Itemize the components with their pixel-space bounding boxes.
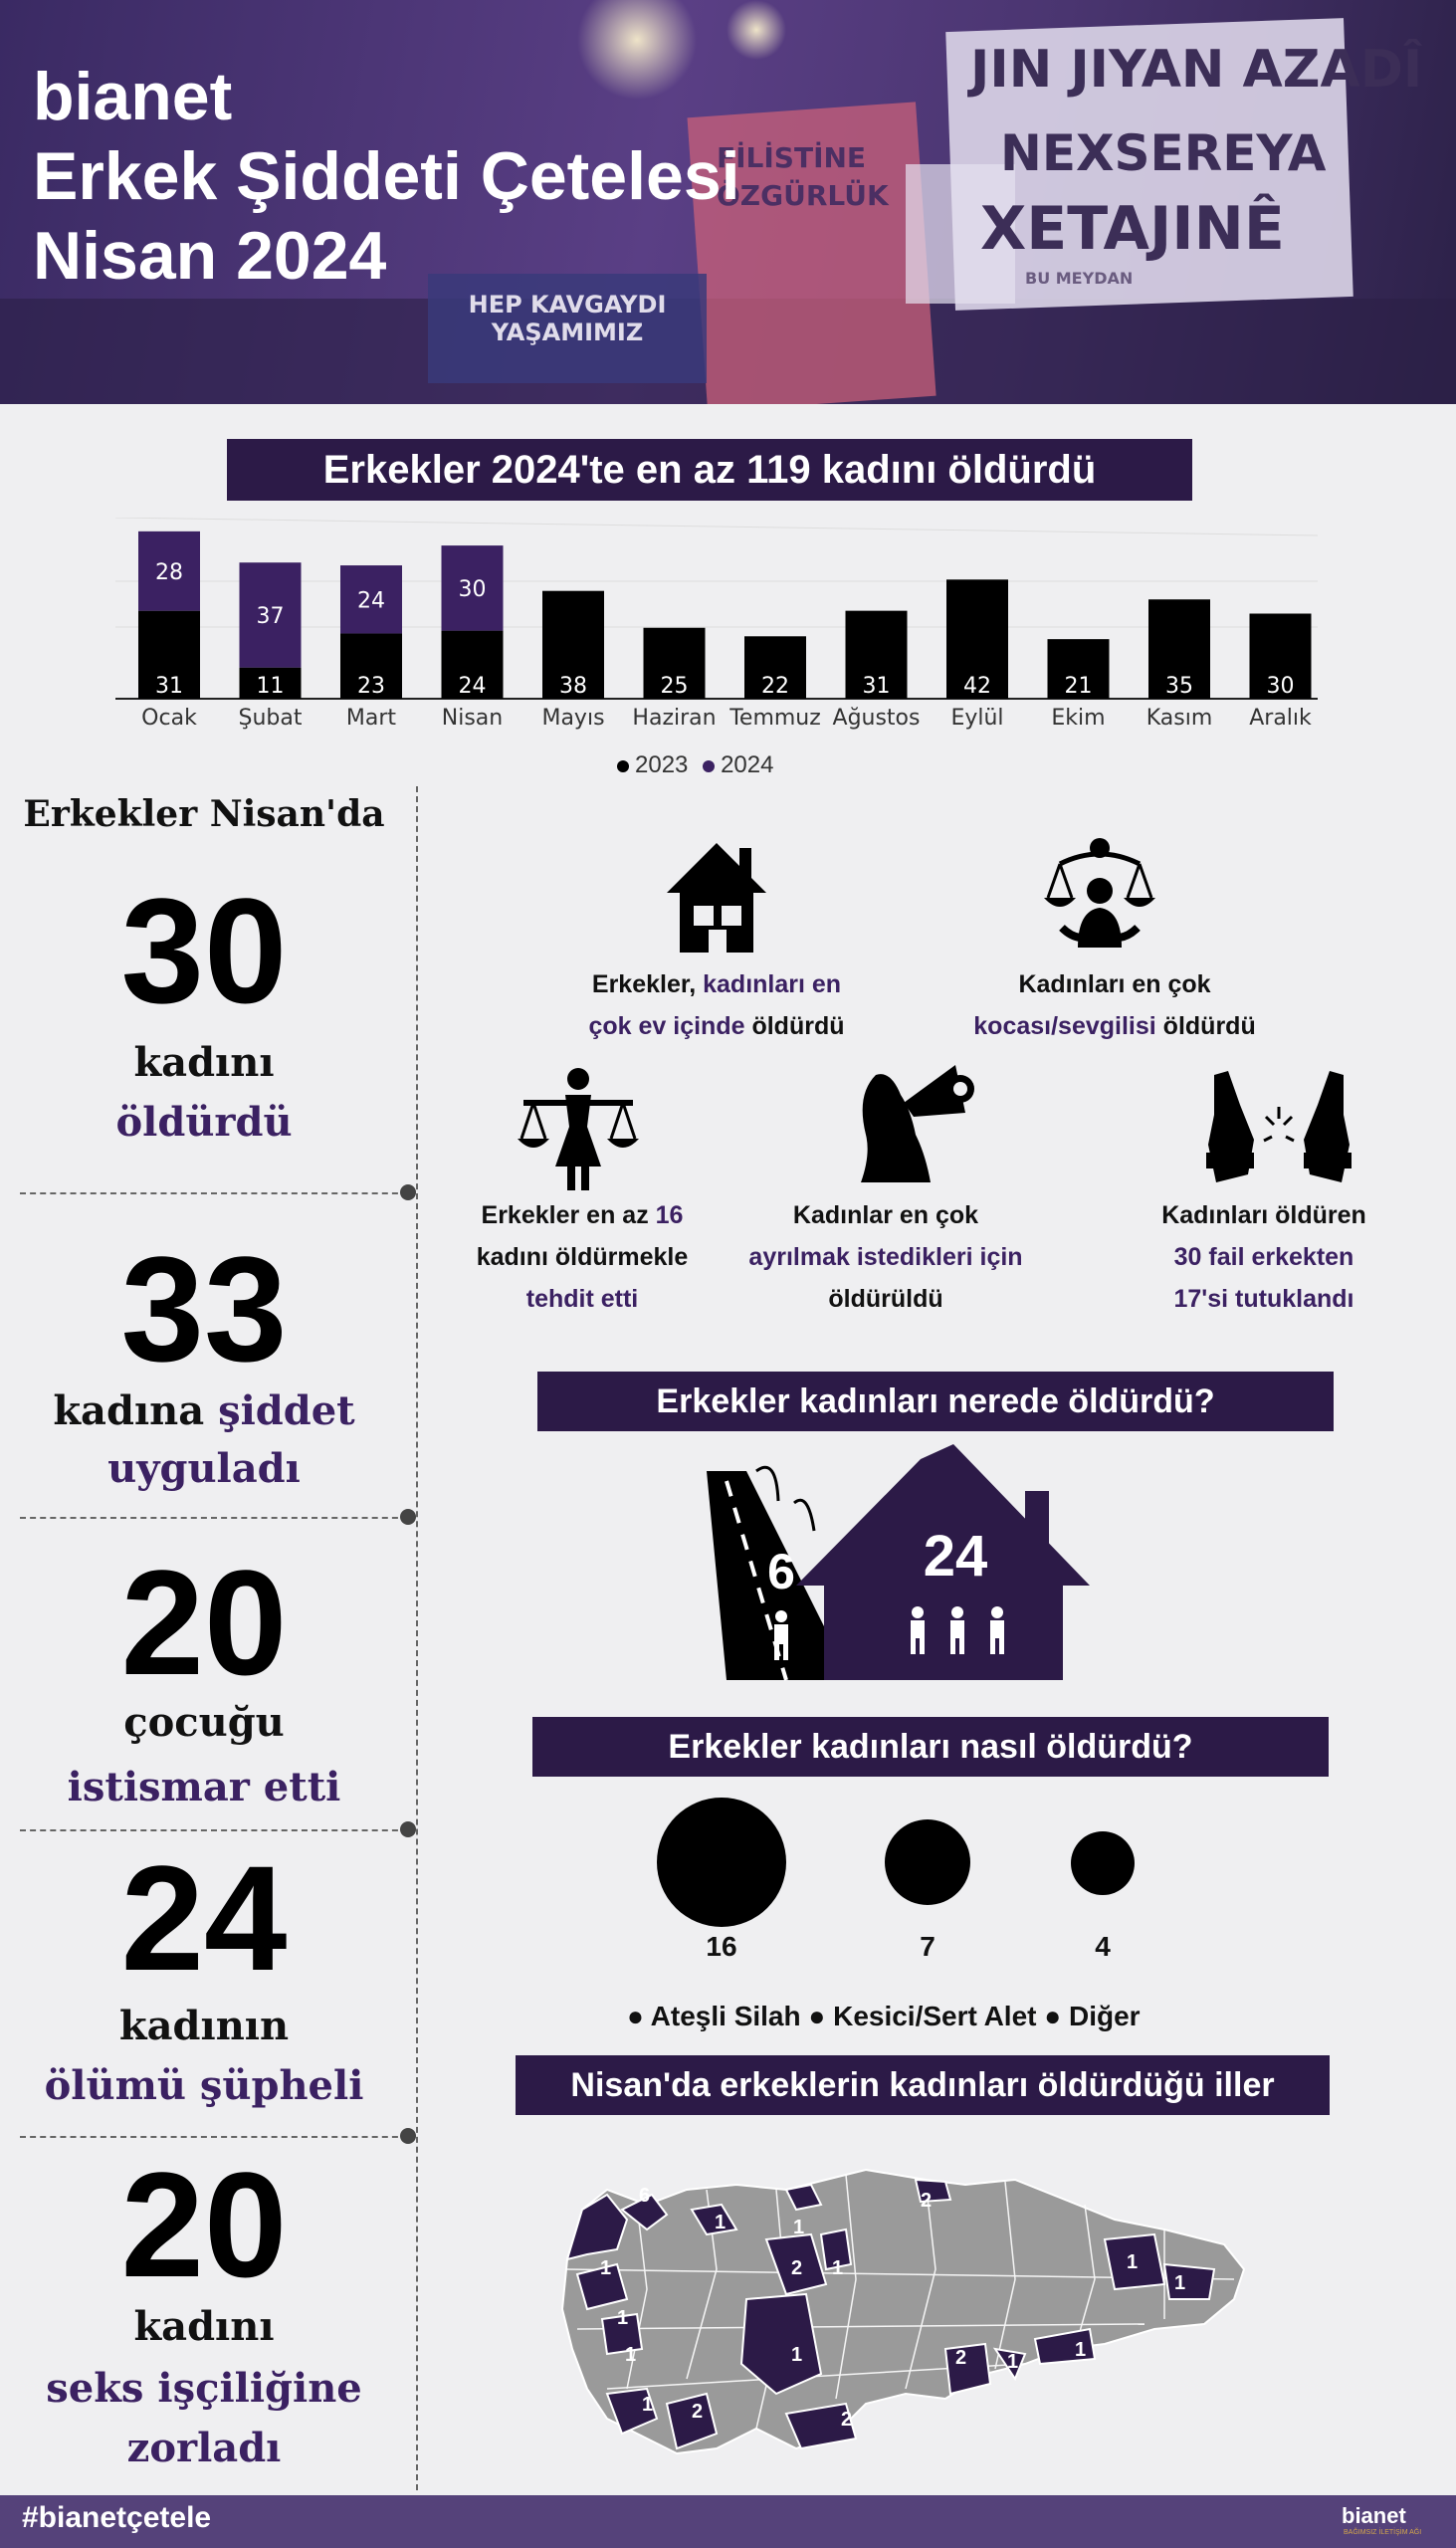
where-title: Erkekler kadınları nerede öldürdü? (537, 1372, 1334, 1431)
house-icon (662, 838, 771, 957)
map-label: 2 (692, 2401, 704, 2423)
woman-scale-icon (516, 1067, 641, 1192)
how-value-other: 4 (1095, 1931, 1111, 1962)
fact-threat-c: kadını öldürmekle (476, 1243, 689, 1271)
month-label-10: Kasım (1145, 706, 1213, 731)
bar-label-2024-2: 24 (357, 588, 385, 614)
megaphone-woman-icon (846, 1055, 975, 1184)
bar-label-2023-4: 38 (559, 674, 587, 699)
fact-leave-a: Kadınlar en çok (792, 1201, 979, 1229)
page-subtitle: Nisan 2024 (33, 218, 387, 294)
month-label-4: Mayıs (541, 706, 605, 731)
fact-threat-d: tehdit etti (525, 1285, 639, 1313)
separator (20, 1192, 408, 1194)
fact-home-a: Erkekler, (591, 970, 704, 998)
legend-dot-2023 (617, 760, 629, 772)
bar-label-2023-3: 24 (458, 674, 487, 699)
where-street-count: 6 (767, 1544, 795, 1599)
legend-dot-2024 (703, 760, 715, 772)
bar-label-2023-6: 22 (761, 674, 789, 699)
map-label: 1 (642, 2394, 654, 2416)
stat-sexwork-line3: zorladı (126, 2425, 282, 2471)
how-circle-other (1071, 1831, 1135, 1895)
stat-abuse-number: 20 (120, 1539, 288, 1706)
stat-sexwork-line1: kadını (133, 2303, 275, 2350)
month-label-5: Haziran (632, 706, 717, 731)
bar-label-2023-7: 31 (862, 674, 891, 699)
map-label: 1 (791, 2344, 803, 2366)
column-divider (416, 786, 418, 2490)
legend-label-2024: 2024 (721, 751, 774, 778)
month-label-6: Temmuz (729, 706, 821, 731)
stat-sexwork-number: 20 (120, 2141, 288, 2308)
separator-dot (400, 1184, 416, 1200)
fact-arrest-a: Kadınları öldüren (1161, 1201, 1366, 1229)
bar-label-2023-11: 30 (1266, 674, 1295, 699)
month-label-0: Ocak (141, 706, 197, 731)
turkey-map (547, 2150, 1264, 2468)
stat-violence-line1a: kadına (53, 1387, 219, 1434)
fact-threat (453, 1194, 712, 1320)
how-value-blade: 7 (920, 1931, 936, 1962)
stat-sexwork-line2: seks işçiliğine (46, 2365, 362, 2412)
month-label-2: Mart (345, 706, 397, 731)
map-label: 1 (715, 2212, 727, 2233)
stat-abuse-line2: istismar etti (67, 1764, 341, 1810)
bar-label-2023-10: 35 (1165, 674, 1193, 699)
separator (20, 1517, 408, 1519)
chart-legend (617, 751, 773, 779)
how-legend-firearm: Ateşli Silah (650, 2001, 801, 2031)
fact-threat-a: Erkekler en az (481, 1201, 656, 1229)
fact-home (537, 963, 896, 1047)
fact-arrest-c: 17'si tutuklandı (1173, 1285, 1354, 1313)
map-label: 1 (617, 2307, 629, 2329)
where-home-count: 24 (923, 1524, 988, 1589)
footer-logo: bianet (1342, 2503, 1406, 2528)
how-circle-firearm (657, 1798, 786, 1927)
sign-text-jin: JIN JIYAN AZADÎ (970, 40, 1423, 100)
footer-hashtag[interactable]: #bianetçetele (22, 2501, 212, 2534)
separator-dot (400, 1821, 416, 1837)
month-label-1: Şubat (238, 706, 303, 731)
map-label: 2 (841, 2409, 853, 2431)
footer-logo-sub: BAĞIMSIZ İLETİŞİM AĞI (1344, 2529, 1422, 2536)
map-title: Nisan'da erkeklerin kadınları öldürdüğü iller (516, 2055, 1330, 2115)
monthly-bar-chart (100, 518, 1334, 786)
stat-killed-line1: kadını (133, 1039, 275, 1086)
fact-home-b: kadınları en (703, 970, 842, 998)
sign-text-meydan: BU MEYDAN (1025, 269, 1134, 288)
stat-abuse-line1: çocuğu (123, 1699, 285, 1746)
map-label: 6 (639, 2185, 651, 2207)
how-legend (627, 2001, 1141, 2032)
map-label: 2 (921, 2190, 933, 2212)
bar-label-2023-1: 11 (256, 674, 285, 699)
fact-partner-b: kocası/sevgilisi (973, 1012, 1156, 1040)
stat-suspicious-number: 24 (120, 1834, 288, 2002)
stat-violence-number: 33 (120, 1225, 288, 1392)
fact-home-c: çok ev içinde (588, 1012, 745, 1040)
fact-leave-c: öldürüldü (828, 1285, 943, 1313)
header-banner (0, 0, 1456, 404)
sign-text-hep: HEP KAVGAYDI YAŞAMIMIZ (468, 291, 667, 346)
separator-dot (400, 1509, 416, 1525)
fact-arrest-b: 30 fail erkekten (1173, 1243, 1354, 1271)
map-label: 1 (1075, 2339, 1087, 2361)
how-title: Erkekler kadınları nasıl öldürdü? (532, 1717, 1329, 1777)
stat-violence-line1b: şiddet (218, 1387, 355, 1434)
fact-leave-b: ayrılmak istedikleri için (748, 1243, 1023, 1271)
footer-bar (0, 2495, 1456, 2548)
bar-label-2024-1: 37 (256, 603, 285, 629)
month-label-3: Nisan (441, 706, 504, 731)
map-label: 2 (955, 2347, 967, 2369)
fact-threat-b: 16 (655, 1201, 684, 1229)
stat-suspicious-line1: kadının (118, 2003, 290, 2049)
legend-bullet: ● (1044, 2001, 1062, 2031)
stat-violence-line1 (0, 1383, 408, 1439)
separator-dot (400, 2128, 416, 2144)
month-label-7: Ağustos (832, 706, 921, 731)
map-label: 1 (600, 2257, 612, 2279)
fact-arrest (1095, 1194, 1433, 1320)
map-label: 1 (793, 2217, 805, 2238)
bar-label-2023-2: 23 (357, 674, 385, 699)
fact-partner-c: öldürdü (1155, 1012, 1256, 1040)
bar-label-2023-8: 42 (963, 674, 991, 699)
map-label: 2 (791, 2257, 803, 2279)
page-title: Erkek Şiddeti Çetelesi (33, 138, 740, 214)
separator (20, 2136, 408, 2138)
stat-killed-line2: öldürdü (115, 1099, 293, 1146)
bar-label-2024-3: 30 (458, 576, 487, 602)
map-label: 1 (832, 2257, 844, 2279)
how-legend-blade: Kesici/Sert Alet (833, 2001, 1037, 2031)
map-label: 1 (1174, 2272, 1186, 2294)
how-circle-blade (885, 1819, 970, 1905)
chart-title: Erkekler 2024'te en az 119 kadını öldürdü (227, 439, 1192, 501)
sign-text-xetajine: XETAJINÊ (980, 194, 1285, 264)
how-value-firearm: 16 (706, 1931, 737, 1962)
stat-suspicious-line2: ölümü şüpheli (44, 2062, 364, 2109)
month-label-9: Ekim (1051, 706, 1106, 731)
fact-home-d: öldürdü (744, 1012, 845, 1040)
sign-text-nexsereya: NEXSEREYA (1000, 124, 1327, 182)
left-heading: Erkekler Nisan'da (23, 793, 385, 835)
fact-leave (717, 1194, 1055, 1320)
grid-line (115, 518, 1318, 535)
bar-label-2023-5: 25 (660, 674, 689, 699)
brand-name: bianet (33, 59, 233, 134)
legend-label-2023: 2023 (635, 751, 689, 778)
sign-text-filistin: FİLİSTİNE ÖZGÜRLÜK (717, 141, 889, 212)
how-legend-other: Diğer (1068, 2001, 1141, 2031)
map-label: 1 (625, 2344, 637, 2366)
bar-label-2023-0: 31 (155, 674, 183, 699)
broken-handcuffs-icon (1204, 1065, 1353, 1189)
bar-label-2024-0: 28 (155, 559, 183, 585)
justice-scale-person-icon (1040, 836, 1159, 956)
bar-label-2023-9: 21 (1064, 674, 1093, 699)
map-label: 1 (1127, 2251, 1139, 2273)
fact-partner (945, 963, 1284, 1047)
stat-killed-number: 30 (120, 867, 288, 1034)
stat-violence-line2: uyguladı (107, 1445, 301, 1492)
month-label-8: Eylül (950, 706, 1004, 731)
separator (20, 1829, 408, 1831)
fact-partner-a: Kadınları en çok (1018, 970, 1211, 998)
map-label: 1 (1007, 2351, 1019, 2373)
legend-bullet: ● (627, 2001, 644, 2031)
month-label-11: Aralık (1249, 706, 1312, 731)
legend-bullet: ● (808, 2001, 826, 2031)
